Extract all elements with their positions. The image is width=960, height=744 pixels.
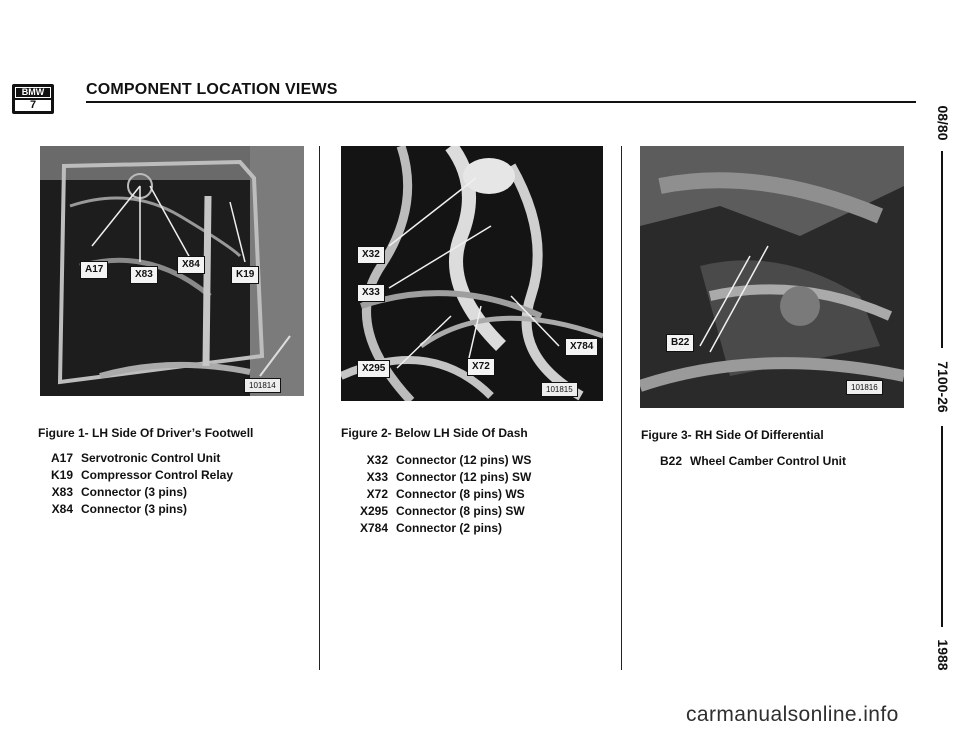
legend-code: X33	[366, 470, 388, 484]
legend-row	[346, 486, 531, 503]
legend-row	[346, 469, 531, 486]
legend-code: K19	[50, 468, 73, 482]
callout-label: X784	[565, 338, 598, 356]
figure-3-photo	[640, 146, 904, 408]
callout-label: B22	[666, 334, 694, 352]
legend-row	[346, 503, 531, 520]
callout-label: A17	[80, 261, 108, 279]
callout-label: K19	[231, 266, 259, 284]
legend-row	[346, 452, 531, 469]
legend-code: X83	[51, 485, 73, 499]
figure-1-caption: Figure 1- LH Side Of Driver’s Footwell	[38, 426, 254, 440]
margin-date: 08/80	[932, 95, 954, 151]
page-title: COMPONENT LOCATION VIEWS	[86, 81, 338, 98]
column-divider	[621, 146, 622, 670]
legend-row	[40, 501, 233, 518]
figure-1-legend	[40, 450, 233, 518]
legend-description: Connector (8 pins) WS	[396, 487, 525, 501]
header-divider	[86, 101, 916, 103]
legend-code: X72	[366, 487, 388, 501]
column-divider	[319, 146, 320, 670]
legend-description: Connector (8 pins) SW	[396, 504, 525, 518]
callout-label: X83	[130, 266, 158, 284]
callout-label: X33	[357, 284, 385, 302]
legend-code: X32	[366, 453, 388, 467]
legend-description: Connector (3 pins)	[81, 485, 188, 499]
logo-brand-text: BMW	[15, 87, 51, 98]
photo-reference-number: 101816	[846, 380, 883, 395]
legend-code: B22	[659, 454, 682, 468]
figure-2-legend	[346, 452, 531, 537]
logo-series-text: 7	[15, 100, 51, 111]
photo-reference-number: 101814	[244, 378, 281, 393]
legend-code: X84	[51, 502, 73, 516]
figure-3-caption: Figure 3- RH Side Of Differential	[641, 428, 824, 442]
legend-row	[40, 484, 233, 501]
figure-2-photo	[341, 146, 603, 401]
figure-1-photo	[40, 146, 304, 396]
legend-description: Compressor Control Relay	[81, 468, 234, 482]
photo-reference-number: 101815	[541, 382, 578, 397]
differential-photo-illustration	[640, 146, 904, 408]
legend-row	[40, 467, 233, 484]
legend-description: Servotronic Control Unit	[81, 451, 221, 465]
legend-row	[654, 453, 846, 470]
callout-label: X84	[177, 256, 205, 274]
legend-code: X295	[359, 504, 388, 518]
margin-page-number: 7100-26	[932, 348, 954, 426]
legend-code: A17	[50, 451, 73, 465]
legend-description: Connector (2 pins)	[396, 521, 503, 535]
callout-label: X295	[357, 360, 390, 378]
figure-3-legend	[654, 453, 846, 470]
legend-row	[40, 450, 233, 467]
legend-description: Connector (3 pins)	[81, 502, 188, 516]
bmw-7-logo	[12, 84, 54, 114]
legend-row	[346, 520, 531, 537]
figure-2-caption: Figure 2- Below LH Side Of Dash	[341, 426, 528, 440]
legend-description: Connector (12 pins) SW	[396, 470, 532, 484]
callout-label: X72	[467, 358, 495, 376]
watermark-link[interactable]: carmanualsonline.info	[686, 703, 899, 726]
legend-code: X784	[359, 521, 388, 535]
legend-description: Wheel Camber Control Unit	[690, 454, 847, 468]
margin-year: 1988	[932, 627, 954, 683]
legend-description: Connector (12 pins) WS	[396, 453, 532, 467]
callout-label: X32	[357, 246, 385, 264]
